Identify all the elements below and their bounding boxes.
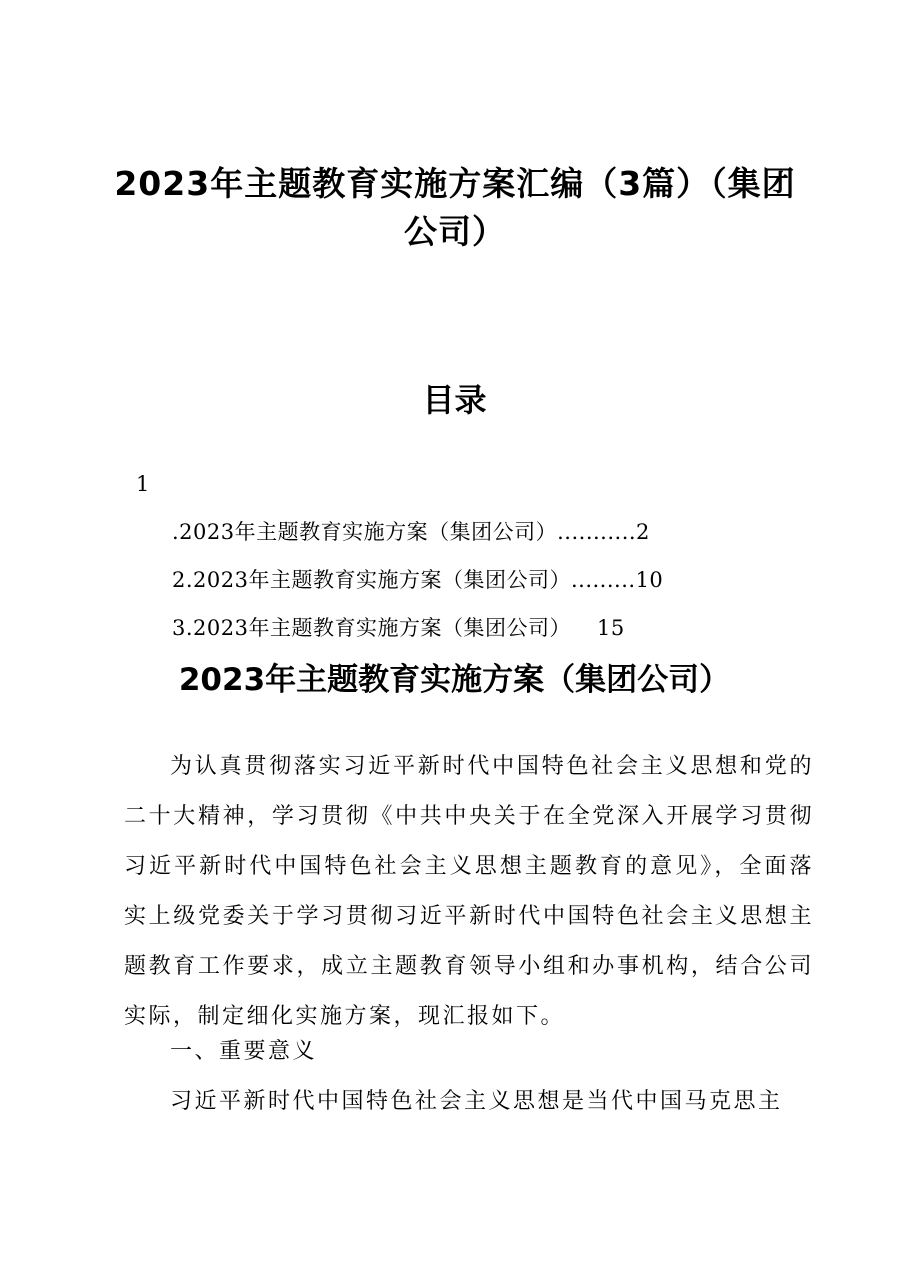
toc-entry-text: 3.2023年主题教育实施方案（集团公司） bbox=[172, 616, 571, 640]
toc-entry[interactable] bbox=[172, 614, 625, 642]
toc-entry-page: 2 bbox=[636, 520, 650, 544]
toc-number-prefix: 1 bbox=[136, 472, 150, 496]
section-subheading: 一、重要意义 bbox=[170, 1039, 318, 1064]
document-title: 2023年主题教育实施方案汇编（3篇）（集团公司） bbox=[114, 164, 796, 251]
body-paragraph: 为认真贯彻落实习近平新时代中国特色社会主义思想和党的二十大精神，学习贯彻《中共中央关于在全党深入开展学习贯彻习近平新时代中国特色社会主义思想主题教育的意见》，全面落实上级党委关于学习贯彻习近平新时代中国特色社会主义思想主题教育工作要求，成立主题教育领导小组和办事机构，结合公司实际，制定细化实施方案，现汇报如下。 bbox=[124, 754, 814, 1029]
toc-entry-text: 2.2023年主题教育实施方案（集团公司）......... bbox=[172, 568, 636, 592]
toc-entry-page: 10 bbox=[635, 568, 664, 592]
body-paragraph: 习近平新时代中国特色社会主义思想是当代中国马克思主 bbox=[170, 1089, 783, 1114]
toc-heading: 目录 bbox=[422, 381, 487, 419]
toc-entry[interactable] bbox=[172, 566, 663, 594]
toc-entry-page: 15 bbox=[596, 616, 625, 640]
section-title: 2023年主题教育实施方案（集团公司） bbox=[178, 662, 731, 698]
toc-entry[interactable] bbox=[172, 518, 650, 546]
toc-entry-text: .2023年主题教育实施方案（集团公司）........... bbox=[172, 520, 637, 544]
